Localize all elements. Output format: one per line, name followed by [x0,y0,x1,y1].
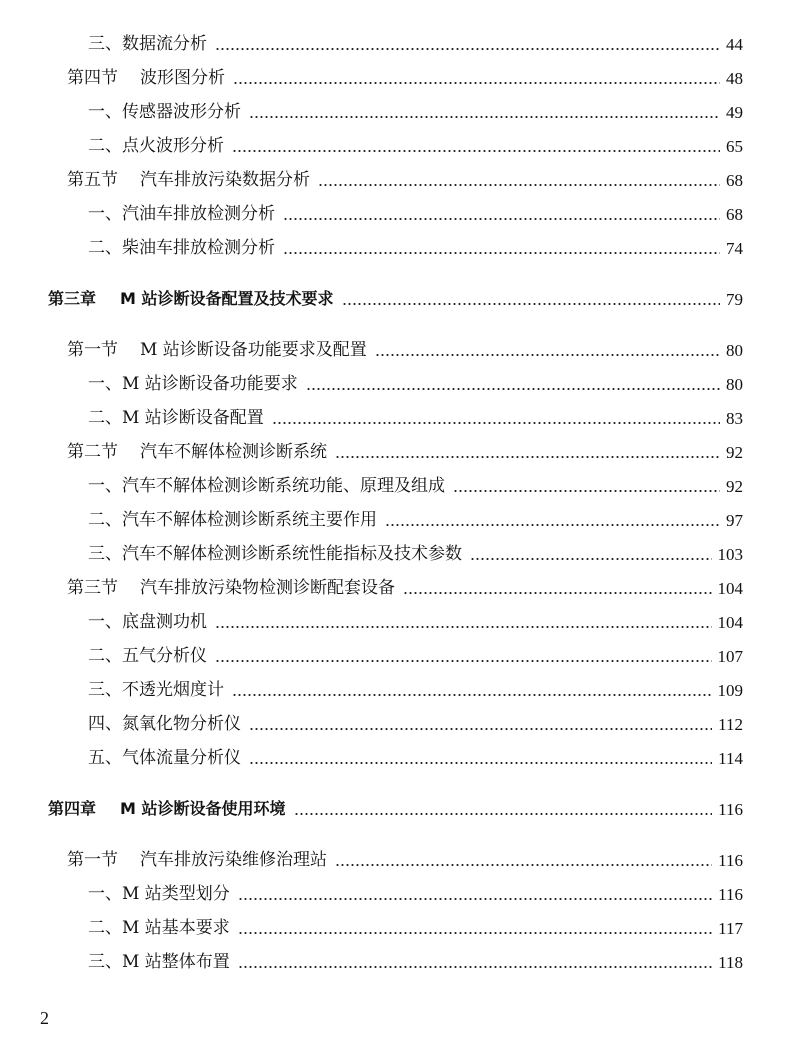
toc-entry-item [88,607,743,637]
toc-entry-page: 107 [717,646,743,666]
toc-entry-item [88,947,743,977]
toc-entry-label: 四、氮氧化物分析仪 [88,713,241,734]
toc-entry-page: 116 [718,850,743,870]
toc-entry-label: 第三节 [67,577,118,598]
toc-entry-item [88,369,743,399]
toc-entry-label: 三、数据流分析 [88,33,207,54]
toc-entry-item [88,641,743,671]
toc-entry-item [88,743,743,773]
dot-leader [453,490,720,492]
toc-entry-page: 114 [718,748,743,768]
dot-leader [249,728,712,730]
toc-entry-page: 92 [726,476,743,496]
toc-entry-label: 二、柴油车排放检测分析 [88,237,275,258]
toc-entry-item [88,709,743,739]
dot-leader [233,82,720,84]
toc-entry-item [88,505,743,535]
toc-entry-label: 三、M 站整体布置 [88,951,230,972]
toc-entry-label: 二、汽车不解体检测诊断系统主要作用 [88,509,377,530]
toc-entry-item [88,471,743,501]
dot-leader [215,626,712,628]
toc-entry-title: 汽车不解体检测诊断系统 [140,441,327,462]
dot-leader [375,354,720,356]
dot-leader [342,303,720,305]
toc-entry-label: 二、点火波形分析 [88,135,224,156]
toc-entry-page: 97 [726,510,743,530]
toc-entry-item [88,675,743,705]
toc-entry-section [67,63,743,93]
dot-leader [283,218,720,220]
dot-leader [335,456,720,458]
toc-entry-page: 118 [718,952,743,972]
toc-entry-page: 103 [717,544,743,564]
toc-entry-page: 80 [726,374,743,394]
toc-entry-title: 汽车排放污染物检测诊断配套设备 [140,577,395,598]
toc-entry-section [67,845,743,875]
toc-entry-title: M 站诊断设备使用环境 [120,799,286,818]
toc-entry-label: 第四章 [48,799,97,818]
toc-entry-section [67,165,743,195]
toc-entry-label: 一、传感器波形分析 [88,101,241,122]
toc-entry-section [67,573,743,603]
toc-entry-label: 五、气体流量分析仪 [88,747,241,768]
toc-entry-page: 80 [726,340,743,360]
dot-leader [232,694,712,696]
toc-entry-label: 一、汽油车排放检测分析 [88,203,275,224]
toc-entry-label: 第五节 [67,169,118,190]
toc-entry-page: 116 [718,799,743,819]
toc-entry-label: 第四节 [67,67,118,88]
toc-entry-item [88,131,743,161]
toc-entry-page: 65 [726,136,743,156]
toc-entry-chapter [48,284,743,314]
toc-entry-label: 三、不透光烟度计 [88,679,224,700]
dot-leader [283,252,720,254]
toc-entry-page: 68 [726,204,743,224]
dot-leader [272,422,720,424]
toc-entry-item [88,879,743,909]
toc-entry-page: 112 [718,714,743,734]
page-number: 2 [40,1008,49,1028]
dot-leader [385,524,720,526]
toc-entry-title: 汽车排放污染维修治理站 [140,849,327,870]
toc-entry-label: 一、M 站类型划分 [88,883,230,904]
toc-entry-title: M 站诊断设备功能要求及配置 [140,339,367,360]
dot-leader [238,898,712,900]
dot-leader [249,116,720,118]
toc-entry-label: 一、M 站诊断设备功能要求 [88,373,298,394]
toc-entry-page: 117 [718,918,743,938]
toc-entry-item [88,29,743,59]
toc-entry-page: 44 [726,34,743,54]
toc-entry-page: 83 [726,408,743,428]
toc-entry-item [88,403,743,433]
toc-entry-label: 二、M 站诊断设备配置 [88,407,264,428]
toc-entry-label: 三、汽车不解体检测诊断系统性能指标及技术参数 [88,543,462,564]
dot-leader [318,184,720,186]
toc-entry-page: 68 [726,170,743,190]
dot-leader [249,762,712,764]
dot-leader [335,864,712,866]
toc-entry-item [88,199,743,229]
toc-entry-title: 波形图分析 [140,67,225,88]
toc-entry-section [67,335,743,365]
toc-entry-label: 第二节 [67,441,118,462]
toc-entry-page: 116 [718,884,743,904]
toc-entry-label: 第三章 [48,289,97,308]
toc-entry-page: 109 [717,680,743,700]
toc-entry-label: 第一节 [67,339,118,360]
dot-leader [232,150,720,152]
toc-entry-chapter [48,794,743,824]
dot-leader [306,388,720,390]
toc-entry-title: M 站诊断设备配置及技术要求 [120,289,334,308]
toc-entry-page: 79 [726,289,743,309]
toc-entry-page: 74 [726,238,743,258]
toc-entry-label: 二、M 站基本要求 [88,917,230,938]
dot-leader [215,48,720,50]
toc-entry-label: 第一节 [67,849,118,870]
toc-entry-title: 汽车排放污染数据分析 [140,169,310,190]
toc-entry-section [67,437,743,467]
dot-leader [238,932,712,934]
toc-entry-page: 104 [717,578,743,598]
toc-entry-item [88,233,743,263]
dot-leader [294,813,713,815]
dot-leader [403,592,712,594]
toc-entry-label: 一、汽车不解体检测诊断系统功能、原理及组成 [88,475,445,496]
toc-entry-label: 二、五气分析仪 [88,645,207,666]
toc-entry-item [88,913,743,943]
dot-leader [238,966,712,968]
toc-entry-label: 一、底盘测功机 [88,611,207,632]
dot-leader [215,660,712,662]
toc-entry-page: 104 [717,612,743,632]
dot-leader [470,558,712,560]
toc-entry-item [88,539,743,569]
toc-entry-page: 49 [726,102,743,122]
toc-entry-item [88,97,743,127]
toc-entry-page: 92 [726,442,743,462]
toc-entry-page: 48 [726,68,743,88]
